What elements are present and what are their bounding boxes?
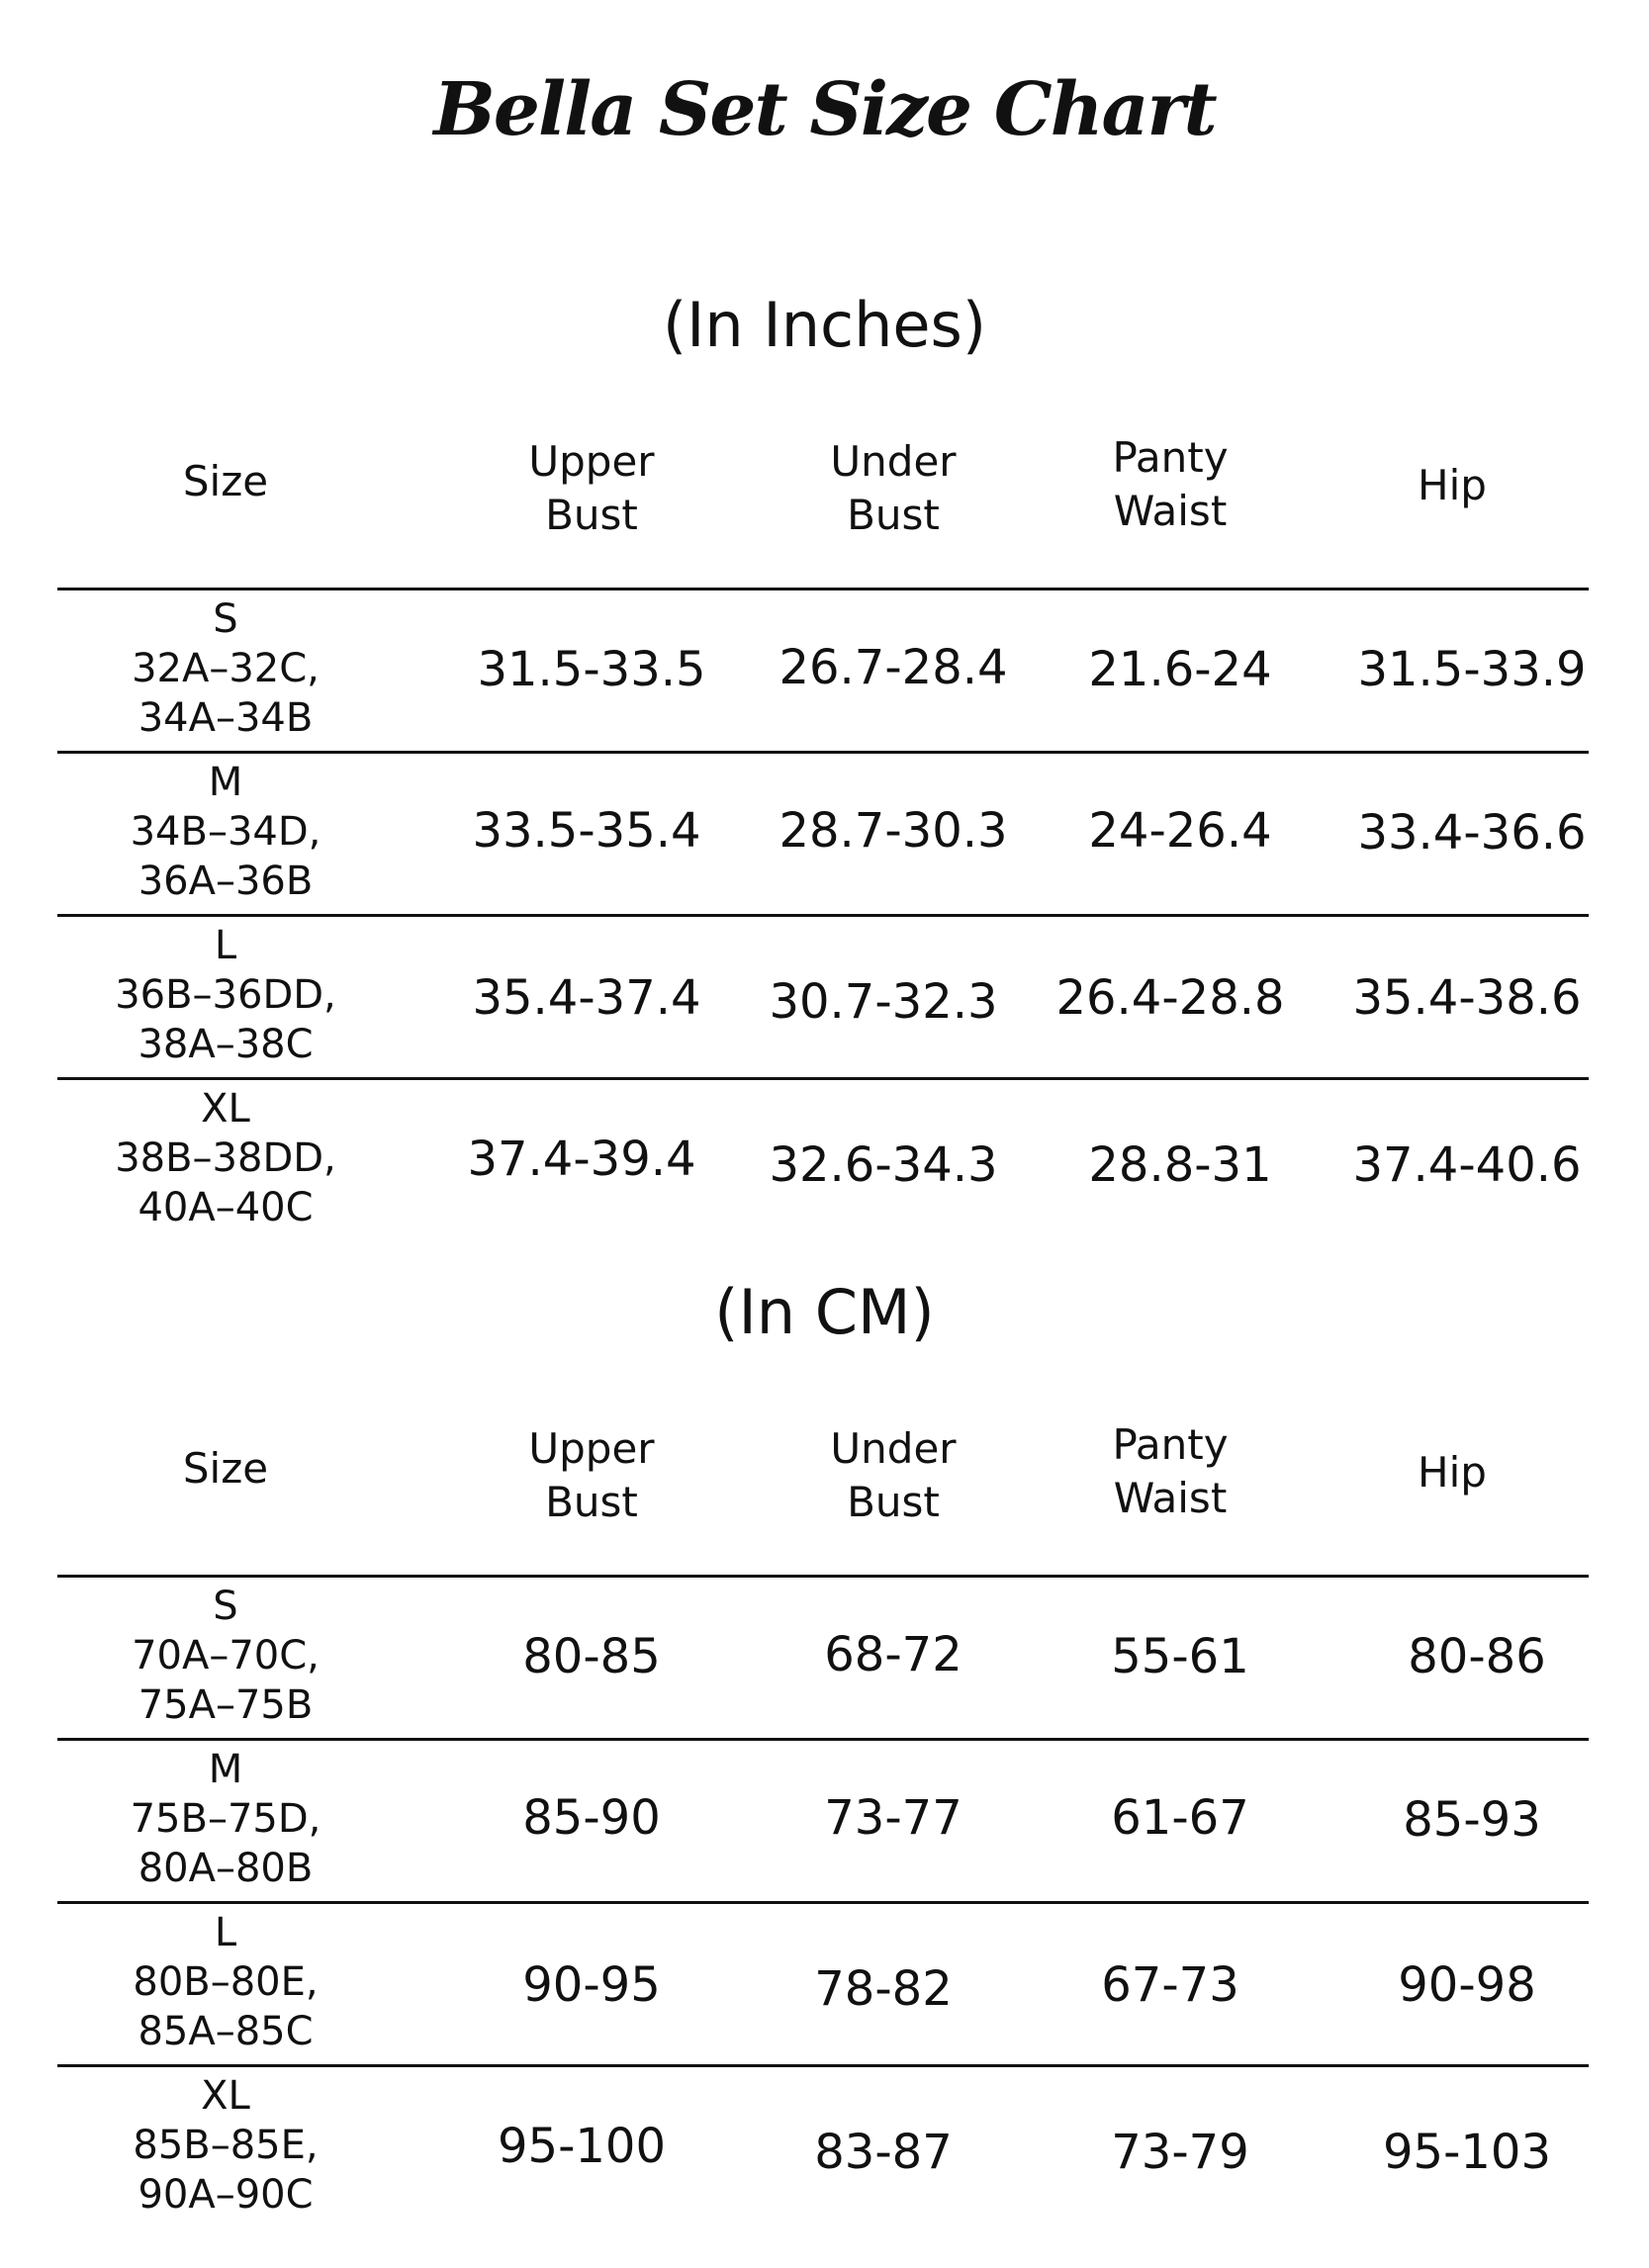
upper-bust-value: 80-85 [522,1629,661,1684]
inches-size-table [57,425,1589,1240]
hip-value: 95-103 [1382,2125,1551,2180]
size-cell [57,594,394,743]
table-row [57,1080,1589,1240]
band-cup-range: 85B–85E, [133,2123,319,2168]
column-header-upper-bust: Upper Bust [528,1424,655,1526]
column-header-hip: Hip [1418,1448,1487,1497]
under-bust-value: 32.6-34.3 [769,1137,998,1193]
band-cup-range: 90A–90C [137,2172,314,2218]
upper-bust-value: 85-90 [522,1790,661,1846]
hip-value: 80-86 [1408,1629,1546,1684]
band-cup-range: 80A–80B [137,1846,314,1891]
upper-bust-value: 31.5-33.5 [477,642,706,697]
band-cup-range: 38B–38DD, [115,1135,336,1181]
size-label: S [213,596,238,642]
size-cell [57,921,394,1069]
size-label: XL [201,2073,250,2119]
column-header-under-bust: Under Bust [830,1424,957,1526]
hip-value: 31.5-33.9 [1357,642,1587,697]
panty-waist-value: 28.8-31 [1088,1137,1272,1193]
size-label: XL [201,1086,250,1132]
cm-heading: (In CM) [714,1276,935,1348]
table-header-row [57,425,1589,588]
under-bust-value: 68-72 [824,1627,962,1682]
upper-bust-value: 37.4-39.4 [467,1132,696,1187]
under-bust-value: 73-77 [824,1790,962,1846]
under-bust-value: 78-82 [814,1961,953,2017]
column-header-size: Size [182,1444,269,1493]
hip-value: 37.4-40.6 [1352,1137,1582,1193]
table-row [57,917,1589,1077]
column-header-panty-waist: Panty Waist [1112,1420,1229,1522]
under-bust-value: 30.7-32.3 [769,974,998,1030]
column-header-size: Size [182,457,269,505]
size-cell [57,1908,394,2056]
upper-bust-value: 35.4-37.4 [472,970,701,1026]
table-row [57,1904,1589,2064]
size-cell [57,1745,394,1893]
cm-size-table [57,1412,1589,2227]
page-title: Bella Set Size Chart [433,67,1216,152]
size-cell [57,1084,394,1232]
hip-value: 33.4-36.6 [1357,805,1587,861]
panty-waist-value: 73-79 [1111,2125,1249,2180]
size-label: M [208,760,243,805]
band-cup-range: 85A–85C [137,2009,314,2054]
table-row [57,2067,1589,2227]
band-cup-range: 80B–80E, [133,1959,319,2005]
table-row [57,1578,1589,1738]
column-header-panty-waist: Panty Waist [1112,433,1229,535]
hip-value: 90-98 [1398,1957,1536,2013]
table-row [57,754,1589,914]
band-cup-range: 34B–34D, [130,809,321,855]
size-cell [57,758,394,906]
band-cup-range: 75A–75B [137,1682,314,1728]
panty-waist-value: 24-26.4 [1088,803,1272,859]
hip-value: 35.4-38.6 [1352,970,1582,1026]
upper-bust-value: 90-95 [522,1957,661,2013]
size-label: L [214,923,237,968]
size-label: M [208,1747,243,1792]
band-cup-range: 38A–38C [137,1022,314,1067]
panty-waist-value: 55-61 [1111,1629,1249,1684]
column-header-upper-bust: Upper Bust [528,437,655,539]
panty-waist-value: 26.4-28.8 [1055,970,1285,1026]
panty-waist-value: 67-73 [1101,1957,1239,2013]
size-label: S [213,1584,238,1629]
under-bust-value: 28.7-30.3 [779,803,1008,859]
band-cup-range: 36A–36B [137,859,314,904]
inches-heading: (In Inches) [662,289,987,361]
table-row [57,590,1589,751]
band-cup-range: 70A–70C, [132,1633,320,1678]
band-cup-range: 40A–40C [137,1185,314,1230]
size-cell [57,1582,394,1730]
size-cell [57,2071,394,2220]
hip-value: 85-93 [1403,1792,1541,1848]
band-cup-range: 32A–32C, [132,646,320,691]
under-bust-value: 26.7-28.4 [779,640,1008,695]
column-header-under-bust: Under Bust [830,437,957,539]
table-header-row [57,1412,1589,1575]
panty-waist-value: 21.6-24 [1088,642,1272,697]
under-bust-value: 83-87 [814,2125,953,2180]
column-header-hip: Hip [1418,461,1487,509]
upper-bust-value: 95-100 [497,2119,666,2174]
table-row [57,1741,1589,1901]
size-label: L [214,1910,237,1955]
panty-waist-value: 61-67 [1111,1790,1249,1846]
band-cup-range: 75B–75D, [130,1796,321,1842]
band-cup-range: 34A–34B [137,695,314,741]
band-cup-range: 36B–36DD, [115,972,336,1018]
upper-bust-value: 33.5-35.4 [472,803,701,859]
